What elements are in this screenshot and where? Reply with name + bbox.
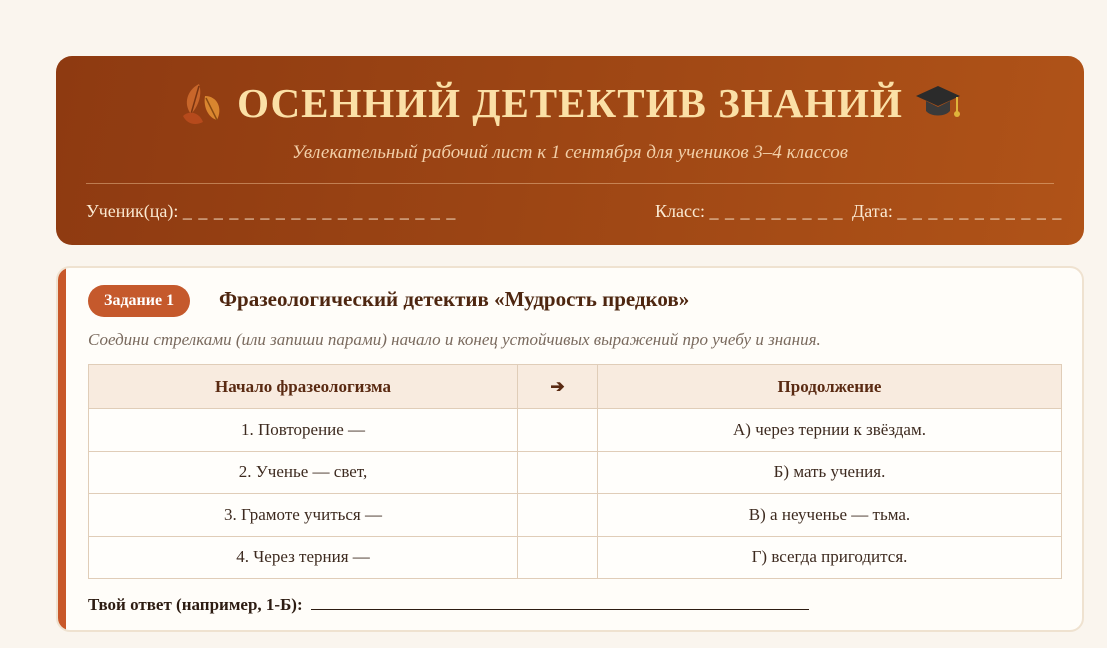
phrase-start-cell: 2. Ученье — свет, bbox=[89, 451, 518, 494]
table-row bbox=[89, 451, 1062, 494]
phrase-end-cell: А) через тернии к звёздам. bbox=[598, 409, 1062, 452]
column-header-start: Начало фразеологизма bbox=[89, 365, 518, 409]
phrase-start-cell: 1. Повторение — bbox=[89, 409, 518, 452]
date-field[interactable] bbox=[852, 201, 1062, 222]
table-row bbox=[89, 409, 1062, 452]
worksheet-header bbox=[56, 56, 1084, 245]
student-name-field[interactable] bbox=[86, 201, 456, 222]
answer-label: Твой ответ (например, 1-Б): bbox=[88, 595, 303, 614]
column-header-arrow: ➔ bbox=[518, 365, 598, 409]
student-blank: _ _ _ _ _ _ _ _ _ _ _ _ _ _ _ _ _ _ bbox=[182, 201, 457, 221]
header-divider bbox=[86, 183, 1054, 184]
class-label: Класс: bbox=[655, 201, 705, 221]
worksheet-subtitle: Увлекательный рабочий лист к 1 сентября для учеников 3–4 классов bbox=[292, 142, 848, 163]
connection-cell[interactable] bbox=[518, 451, 598, 494]
worksheet-title: ОСЕННИЙ ДЕТЕКТИВ ЗНАНИЙ bbox=[237, 80, 903, 126]
column-header-continuation: Продолжение bbox=[598, 365, 1062, 409]
phrase-start-cell: 3. Грамоте учиться — bbox=[89, 494, 518, 537]
task-badge: Задание 1 bbox=[88, 285, 190, 317]
table-row bbox=[89, 536, 1062, 579]
class-field[interactable] bbox=[655, 201, 843, 222]
title-row bbox=[56, 78, 1084, 128]
task-title: Фразеологический детектив «Мудрость предков» bbox=[219, 287, 690, 311]
graduation-cap-icon bbox=[913, 78, 963, 128]
connection-cell[interactable] bbox=[518, 494, 598, 537]
date-label: Дата: bbox=[852, 201, 893, 221]
connection-cell[interactable] bbox=[518, 409, 598, 452]
phrase-end-cell: В) а неученье — тьма. bbox=[598, 494, 1062, 537]
answer-input-line[interactable] bbox=[311, 594, 809, 610]
class-blank: _ _ _ _ _ _ _ _ _ bbox=[709, 201, 844, 221]
student-label: Ученик(ца): bbox=[86, 201, 179, 221]
task-instruction: Соедини стрелками (или запиши парами) начало и конец устойчивых выражений про учебу и знания. bbox=[88, 330, 821, 349]
phrase-start-cell: 4. Через терния — bbox=[89, 536, 518, 579]
answer-row bbox=[88, 594, 809, 615]
card-accent-bar bbox=[58, 268, 66, 630]
phrase-matching-table bbox=[88, 364, 1062, 579]
phrase-end-cell: Б) мать учения. bbox=[598, 451, 1062, 494]
phrase-end-cell: Г) всегда пригодится. bbox=[598, 536, 1062, 579]
fallen-leaves-icon bbox=[177, 78, 227, 128]
date-blank: _ _ _ _ _ _ _ _ _ _ _ bbox=[897, 201, 1063, 221]
table-header-row bbox=[89, 365, 1062, 409]
table-row bbox=[89, 494, 1062, 537]
connection-cell[interactable] bbox=[518, 536, 598, 579]
task-card bbox=[56, 266, 1084, 632]
